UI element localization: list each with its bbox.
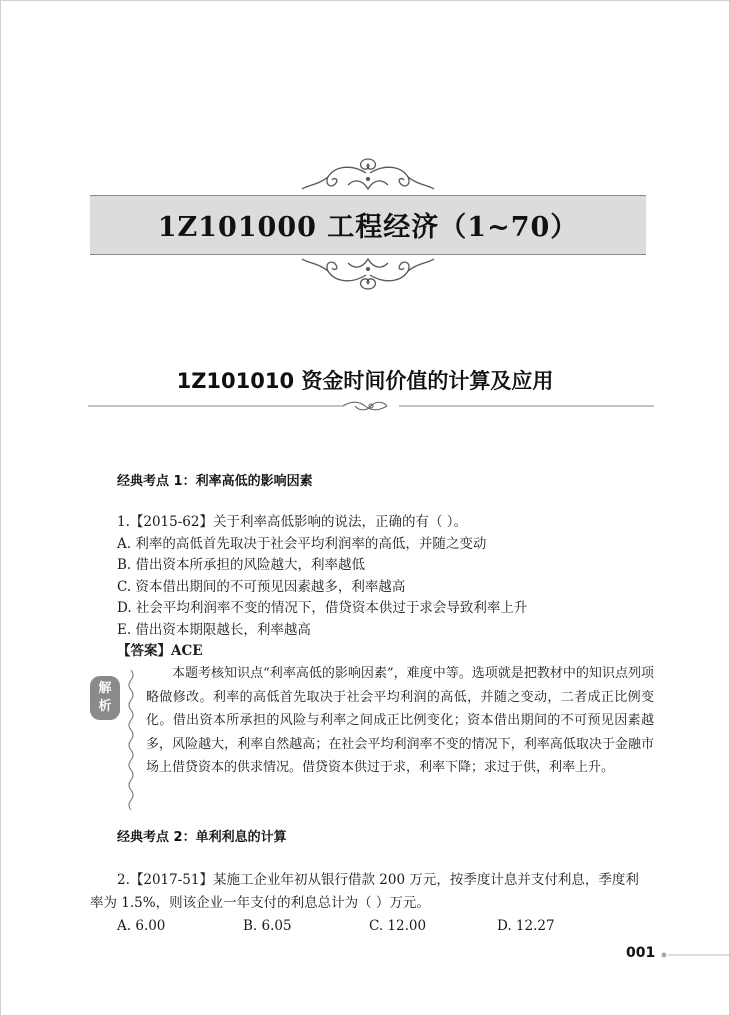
- option-item: A. 6.00: [117, 918, 166, 934]
- answer-line: 【答案】ACE: [117, 643, 203, 659]
- option-item: C. 12.00: [369, 918, 427, 934]
- chapter-title: 1Z101000 工程经济（1~70）: [157, 211, 579, 243]
- analysis-paragraph: 本题考核知识点“利率高低的影响因素”，难度中等。选项就是把教材中的知识点列项略做修改。利率的高低首先取决于社会平均利润的高低，并随之变动，二者成正比例变化。借出资本所承担的风险与利率之间成正比例变化；资本借出期间的不可预见因素越多，风险越大，利率自然越高；在社会平均利润率不变的情况下，利率高低取决于金融市场上借贷资本的供求情况。借贷资本供过于求，利率下降；求过于供，利率上升。: [146, 666, 654, 775]
- analysis-text: [146, 662, 654, 780]
- analysis-badge-char: 解: [98, 681, 112, 696]
- section-divider: [88, 398, 654, 414]
- option-item: E. 借出资本期限越长，利率越高: [117, 622, 311, 638]
- key-point-heading: 经典考点 1：利率高低的影响因素: [117, 474, 313, 489]
- analysis-wave-divider: [126, 670, 136, 810]
- question-stem: 2.【2017-51】某施工企业年初从银行借款 200 万元，按季度计息并支付利息，季度利: [117, 872, 639, 888]
- analysis-badge: [90, 676, 120, 720]
- option-item: D. 12.27: [497, 918, 555, 934]
- ornament-top-icon: [298, 155, 438, 195]
- options-row: [117, 916, 567, 936]
- page-number: 001: [626, 945, 656, 961]
- option-item: A. 利率的高低首先取决于社会平均利润率的高低，并随之变动: [117, 536, 487, 552]
- page-number-rule: [660, 952, 730, 958]
- ornament-bottom-icon: [298, 253, 438, 293]
- option-item: B. 6.05: [243, 918, 292, 934]
- key-point-heading: 经典考点 2：单利利息的计算: [117, 830, 287, 845]
- question-stem: 1.【2015-62】关于利率高低影响的说法，正确的有（ ）。: [117, 514, 468, 530]
- question-stem-continued: 率为 1.5%，则该企业一年支付的利息总计为（ ）万元。: [90, 895, 430, 911]
- section-title: 1Z101010 资金时间价值的计算及应用: [176, 369, 554, 393]
- option-item: C. 资本借出期间的不可预见因素越多，利率越高: [117, 579, 406, 595]
- chapter-banner: [90, 155, 646, 297]
- analysis-badge-char: 析: [98, 699, 112, 714]
- option-item: B. 借出资本所承担的风险越大，利率越低: [117, 557, 366, 573]
- option-item: D. 社会平均利润率不变的情况下，借贷资本供过于求会导致利率上升: [117, 600, 528, 616]
